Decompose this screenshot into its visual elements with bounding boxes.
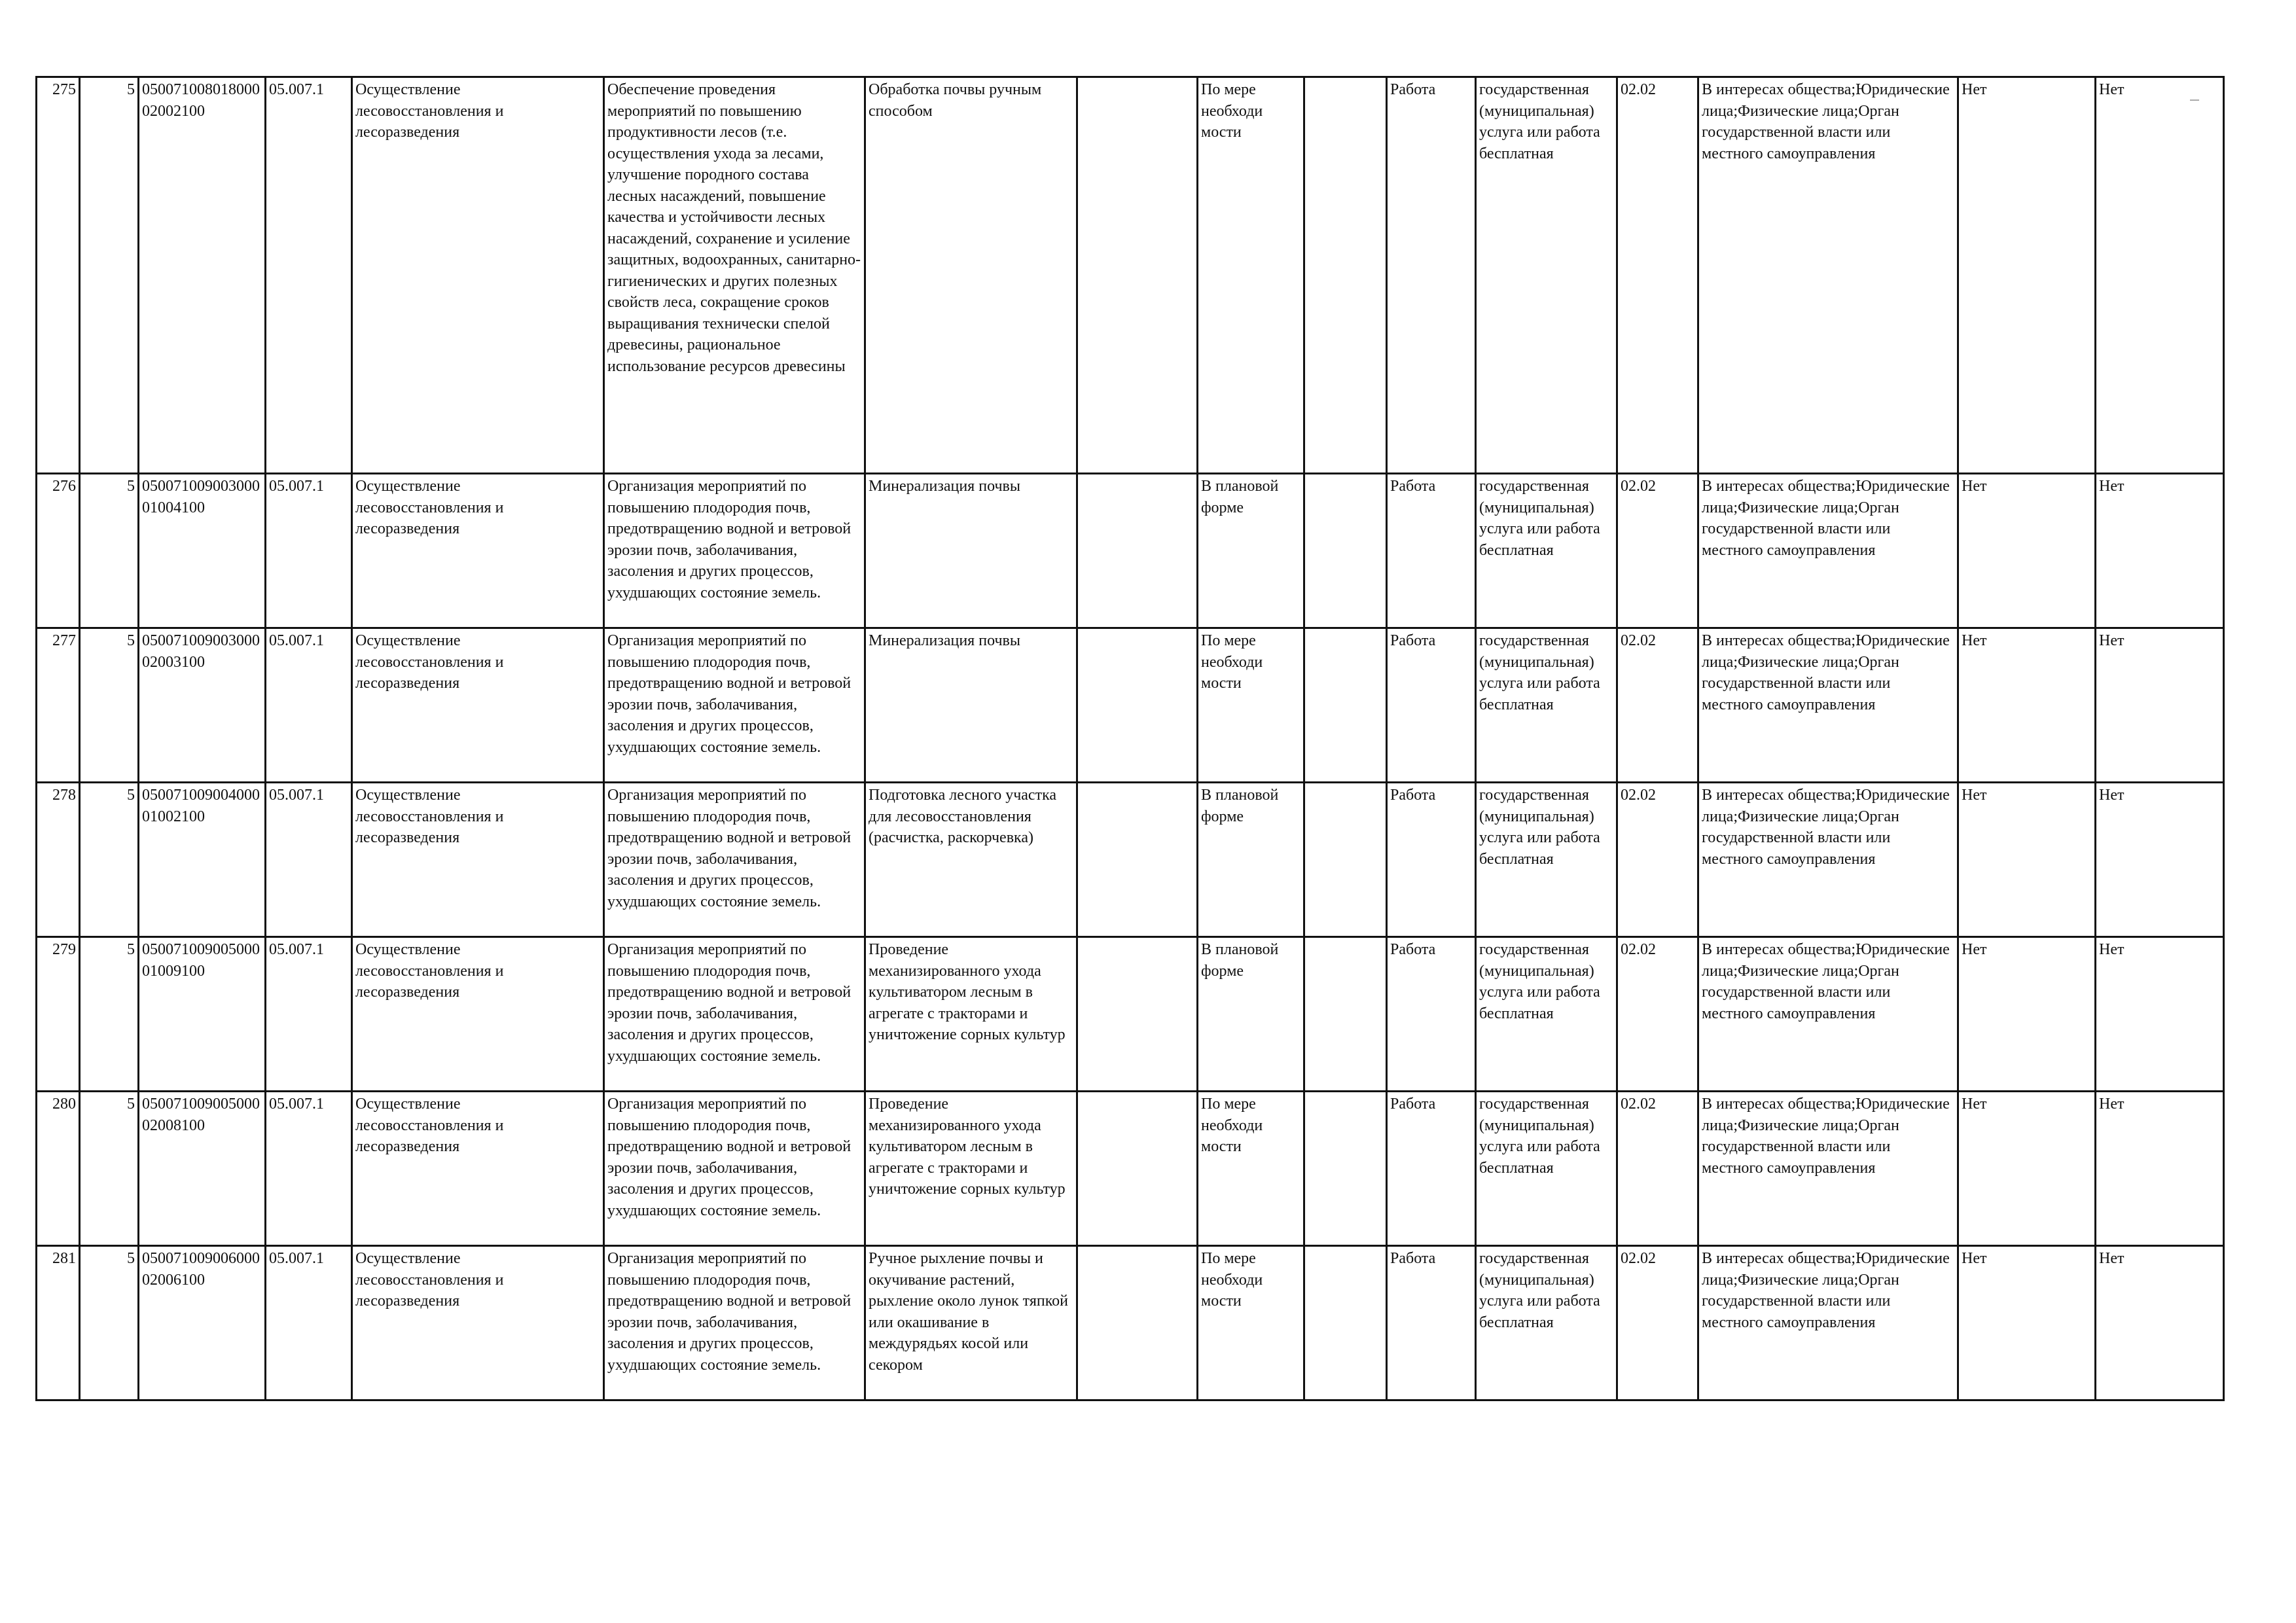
empty-cell-7 xyxy=(1077,77,1198,474)
flag-2: Нет xyxy=(2096,628,2224,783)
registry-code: 05007100900600002006100 xyxy=(139,1246,266,1400)
provision-form: По мере необходи мости xyxy=(1198,628,1304,783)
table-row xyxy=(37,783,2224,937)
flag-1: Нет xyxy=(1958,937,2096,1092)
work-type: Работа xyxy=(1387,1092,1476,1246)
empty-cell-9 xyxy=(1304,1246,1387,1400)
work-type: Работа xyxy=(1387,1246,1476,1400)
registry-code: 05007100801800002002100 xyxy=(139,77,266,474)
service-name: Осуществление лесовосстановления и лесоразведения xyxy=(352,937,604,1092)
provision-form: По мере необходи мости xyxy=(1198,77,1304,474)
registry-code: 05007100900400001002100 xyxy=(139,783,266,937)
service-name: Осуществление лесовосстановления и лесоразведения xyxy=(352,1246,604,1400)
section-code: 02.02 xyxy=(1617,1246,1698,1400)
payment-type: государственная (муниципальная) услуга или работа бесплатная xyxy=(1476,783,1617,937)
row-level: 5 xyxy=(80,937,139,1092)
provision-form: В плановой форме xyxy=(1198,474,1304,628)
work-description: Минерализация почвы xyxy=(865,628,1077,783)
empty-cell-7 xyxy=(1077,937,1198,1092)
work-type: Работа xyxy=(1387,783,1476,937)
okved-code: 05.007.1 xyxy=(266,628,352,783)
empty-cell-7 xyxy=(1077,628,1198,783)
empty-cell-9 xyxy=(1304,474,1387,628)
empty-cell-9 xyxy=(1304,937,1387,1092)
table-body xyxy=(37,77,2224,1400)
service-name: Осуществление лесовосстановления и лесоразведения xyxy=(352,783,604,937)
provision-form: В плановой форме xyxy=(1198,937,1304,1092)
okved-code: 05.007.1 xyxy=(266,937,352,1092)
service-content: Организация мероприятий по повышению плодородия почв, предотвращению водной и ветровой эрозии почв, заболачивания, засоления и других процессов, ухудшающих состояние земель. xyxy=(604,937,865,1092)
row-number: 275 xyxy=(37,77,80,474)
flag-2: Нет xyxy=(2096,783,2224,937)
service-content: Организация мероприятий по повышению плодородия почв, предотвращению водной и ветровой эрозии почв, заболачивания, засоления и других процессов, ухудшающих состояние земель. xyxy=(604,474,865,628)
consumer-categories: В интересах общества;Юридические лица;Физические лица;Орган государственной власти или местного самоуправления xyxy=(1698,783,1958,937)
payment-type: государственная (муниципальная) услуга или работа бесплатная xyxy=(1476,937,1617,1092)
row-level: 5 xyxy=(80,474,139,628)
empty-cell-7 xyxy=(1077,783,1198,937)
section-code: 02.02 xyxy=(1617,1092,1698,1246)
registry-code: 05007100900300001004100 xyxy=(139,474,266,628)
flag-2: Нет xyxy=(2096,1092,2224,1246)
payment-type: государственная (муниципальная) услуга или работа бесплатная xyxy=(1476,77,1617,474)
empty-cell-7 xyxy=(1077,1092,1198,1246)
service-name: Осуществление лесовосстановления и лесоразведения xyxy=(352,474,604,628)
consumer-categories: В интересах общества;Юридические лица;Физические лица;Орган государственной власти или местного самоуправления xyxy=(1698,628,1958,783)
flag-1: Нет xyxy=(1958,474,2096,628)
service-content: Организация мероприятий по повышению плодородия почв, предотвращению водной и ветровой эрозии почв, заболачивания, засоления и других процессов, ухудшающих состояние земель. xyxy=(604,1246,865,1400)
row-level: 5 xyxy=(80,77,139,474)
payment-type: государственная (муниципальная) услуга или работа бесплатная xyxy=(1476,474,1617,628)
row-number: 280 xyxy=(37,1092,80,1246)
service-name: Осуществление лесовосстановления и лесоразведения xyxy=(352,77,604,474)
table-row xyxy=(37,628,2224,783)
payment-type: государственная (муниципальная) услуга или работа бесплатная xyxy=(1476,628,1617,783)
row-level: 5 xyxy=(80,628,139,783)
registry-code: 05007100900300002003100 xyxy=(139,628,266,783)
work-description: Обработка почвы ручным способом xyxy=(865,77,1077,474)
flag-2: Нет xyxy=(2096,77,2224,474)
work-description: Проведение механизированного ухода культиватором лесным в агрегате с тракторами и уничтожение сорных культур xyxy=(865,937,1077,1092)
row-number: 279 xyxy=(37,937,80,1092)
flag-1: Нет xyxy=(1958,628,2096,783)
flag-1: Нет xyxy=(1958,1246,2096,1400)
okved-code: 05.007.1 xyxy=(266,1246,352,1400)
flag-1: Нет xyxy=(1958,77,2096,474)
row-number: 277 xyxy=(37,628,80,783)
okved-code: 05.007.1 xyxy=(266,474,352,628)
flag-1: Нет xyxy=(1958,783,2096,937)
table-row xyxy=(37,474,2224,628)
service-content: Обеспечение проведения мероприятий по повышению продуктивности лесов (т.е. осуществления ухода за лесами, улучшение породного состава лесных насаждений, повышение качества и устойчивости лесных насаждений, сохранение и усиление защитных, водоохранных, санитарно-гигиенических и других полезных свойств леса, сокращение сроков выращивания технически спелой древесины, рациональное использование ресурсов древесины xyxy=(604,77,865,474)
payment-type: государственная (муниципальная) услуга или работа бесплатная xyxy=(1476,1092,1617,1246)
flag-2: Нет xyxy=(2096,937,2224,1092)
service-content: Организация мероприятий по повышению плодородия почв, предотвращению водной и ветровой эрозии почв, заболачивания, засоления и других процессов, ухудшающих состояние земель. xyxy=(604,1092,865,1246)
work-type: Работа xyxy=(1387,474,1476,628)
registry-code: 05007100900500001009100 xyxy=(139,937,266,1092)
registry-code: 05007100900500002008100 xyxy=(139,1092,266,1246)
work-type: Работа xyxy=(1387,937,1476,1092)
consumer-categories: В интересах общества;Юридические лица;Физические лица;Орган государственной власти или местного самоуправления xyxy=(1698,1092,1958,1246)
table-row xyxy=(37,77,2224,474)
row-level: 5 xyxy=(80,1246,139,1400)
section-code: 02.02 xyxy=(1617,77,1698,474)
consumer-categories: В интересах общества;Юридические лица;Физические лица;Орган государственной власти или местного самоуправления xyxy=(1698,474,1958,628)
empty-cell-7 xyxy=(1077,474,1198,628)
row-number: 276 xyxy=(37,474,80,628)
consumer-categories: В интересах общества;Юридические лица;Физические лица;Орган государственной власти или местного самоуправления xyxy=(1698,77,1958,474)
table-row xyxy=(37,1092,2224,1246)
service-content: Организация мероприятий по повышению плодородия почв, предотвращению водной и ветровой эрозии почв, заболачивания, засоления и других процессов, ухудшающих состояние земель. xyxy=(604,783,865,937)
work-type: Работа xyxy=(1387,628,1476,783)
okved-code: 05.007.1 xyxy=(266,783,352,937)
consumer-categories: В интересах общества;Юридические лица;Физические лица;Орган государственной власти или местного самоуправления xyxy=(1698,1246,1958,1400)
provision-form: В плановой форме xyxy=(1198,783,1304,937)
table-row xyxy=(37,1246,2224,1400)
work-description: Минерализация почвы xyxy=(865,474,1077,628)
flag-2: Нет xyxy=(2096,1246,2224,1400)
row-level: 5 xyxy=(80,1092,139,1246)
empty-cell-9 xyxy=(1304,628,1387,783)
service-name: Осуществление лесовосстановления и лесоразведения xyxy=(352,628,604,783)
section-code: 02.02 xyxy=(1617,474,1698,628)
consumer-categories: В интересах общества;Юридические лица;Физические лица;Орган государственной власти или местного самоуправления xyxy=(1698,937,1958,1092)
work-description: Подготовка лесного участка для лесовосстановления (расчистка, раскорчевка) xyxy=(865,783,1077,937)
registry-table xyxy=(35,76,2225,1401)
service-content: Организация мероприятий по повышению плодородия почв, предотвращению водной и ветровой эрозии почв, заболачивания, засоления и других процессов, ухудшающих состояние земель. xyxy=(604,628,865,783)
okved-code: 05.007.1 xyxy=(266,1092,352,1246)
work-type: Работа xyxy=(1387,77,1476,474)
flag-2: Нет xyxy=(2096,474,2224,628)
section-code: 02.02 xyxy=(1617,937,1698,1092)
section-code: 02.02 xyxy=(1617,628,1698,783)
empty-cell-9 xyxy=(1304,783,1387,937)
row-level: 5 xyxy=(80,783,139,937)
flag-1: Нет xyxy=(1958,1092,2096,1246)
section-code: 02.02 xyxy=(1617,783,1698,937)
empty-cell-9 xyxy=(1304,77,1387,474)
empty-cell-9 xyxy=(1304,1092,1387,1246)
service-name: Осуществление лесовосстановления и лесоразведения xyxy=(352,1092,604,1246)
work-description: Проведение механизированного ухода культиватором лесным в агрегате с тракторами и уничтожение сорных культур xyxy=(865,1092,1077,1246)
row-number: 281 xyxy=(37,1246,80,1400)
okved-code: 05.007.1 xyxy=(266,77,352,474)
provision-form: По мере необходи мости xyxy=(1198,1092,1304,1246)
empty-cell-7 xyxy=(1077,1246,1198,1400)
payment-type: государственная (муниципальная) услуга или работа бесплатная xyxy=(1476,1246,1617,1400)
provision-form: По мере необходи мости xyxy=(1198,1246,1304,1400)
row-number: 278 xyxy=(37,783,80,937)
table-row xyxy=(37,937,2224,1092)
work-description: Ручное рыхление почвы и окучивание растений, рыхление около лунок тяпкой или окашивание в междурядьях косой или секором xyxy=(865,1246,1077,1400)
